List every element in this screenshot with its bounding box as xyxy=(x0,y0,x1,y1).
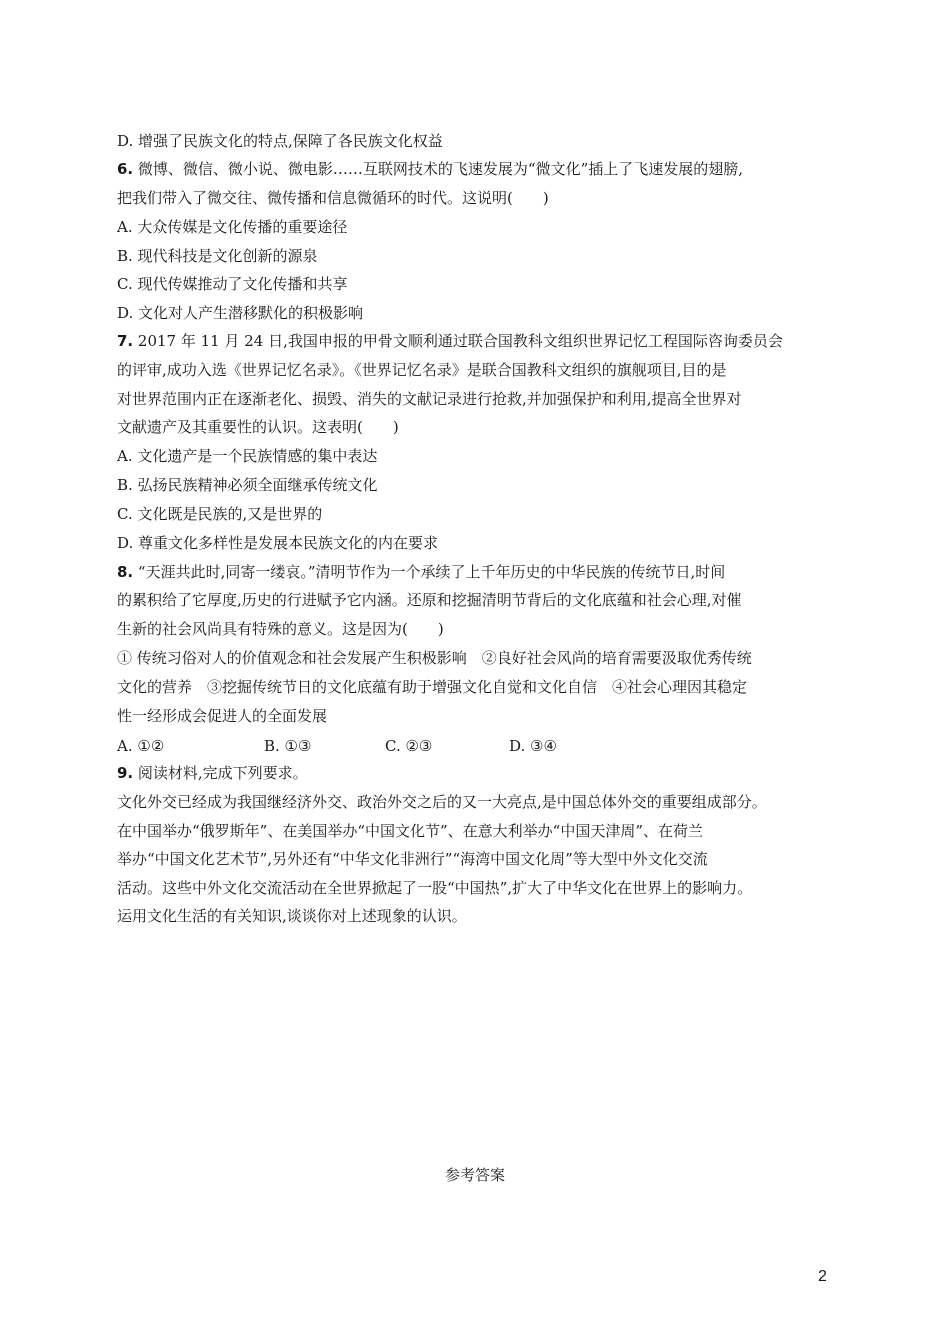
q9-stem-line-1 xyxy=(117,763,847,783)
q9-material-line-2: 在中国举办“俄罗斯年”、在美国举办“中国文化节”、在意大利举办“中国天津周”、在荷兰 xyxy=(117,822,704,840)
q6-option-c: C. 现代传媒推动了文化传播和共享 xyxy=(117,275,348,293)
q7-option-a: A. 文化遗产是一个民族情感的集中表达 xyxy=(117,447,378,465)
q6-option-a: A. 大众传媒是文化传播的重要途径 xyxy=(117,218,348,236)
q6-stem-line-1 xyxy=(117,159,847,179)
q6-number: 6. xyxy=(117,160,134,178)
q8-options-row xyxy=(117,736,717,756)
q7-stem-line-1 xyxy=(117,331,847,351)
q9-material-line-1: 文化外交已经成为我国继经济外交、政治外交之后的又一大亮点,是中国总体外交的重要组成部分。 xyxy=(117,793,767,811)
q7-stem-text-1: 2017 年 11 月 24 日,我国申报的甲骨文顺利通过联合国教科文组织世界记忆工程国际咨询委员会 xyxy=(133,332,783,350)
page-number: 2 xyxy=(818,1268,827,1285)
q9-material-line-4: 活动。这些中外文化交流活动在全世界掀起了一股“中国热”,扩大了中华文化在世界上的影响力。 xyxy=(117,879,753,897)
q5-option-d: D. 增强了民族文化的特点,保障了各民族文化权益 xyxy=(117,132,443,150)
q6-stem-text-1: 微博、微信、微小说、微电影……互联网技术的飞速发展为“微文化”插上了飞速发展的翅膀, xyxy=(133,160,744,178)
q8-option-d: D. ③④ xyxy=(509,737,557,755)
q6-stem-line-2: 把我们带入了微交往、微传播和信息微循环的时代。这说明( ) xyxy=(117,189,549,207)
q8-option-b: B. ①③ xyxy=(264,737,312,755)
q8-statement-line-3: 性一经形成会促进人的全面发展 xyxy=(117,707,328,725)
q7-option-d: D. 尊重文化多样性是发展本民族文化的内在要求 xyxy=(117,534,439,552)
q9-material-line-3: 举办“中国文化艺术节”,另外还有“中华文化非洲行”“海湾中国文化周”等大型中外文化交流 xyxy=(117,850,708,868)
q8-statement-line-1: ① 传统习俗对人的价值观念和社会发展产生积极影响 ②良好社会风尚的培育需要汲取优秀传统 xyxy=(117,649,752,667)
q8-stem-line-3: 生新的社会风尚具有特殊的意义。这是因为( ) xyxy=(117,620,444,638)
q7-stem-line-3: 对世界范围内正在逐渐老化、损毁、消失的文献记录进行抢救,并加强保护和利用,提高全世界对 xyxy=(117,390,742,408)
answers-title: 参考答案 xyxy=(444,1166,505,1184)
q9-question-line: 运用文化生活的有关知识,谈谈你对上述现象的认识。 xyxy=(117,907,467,925)
q6-option-d: D. 文化对人产生潜移默化的积极影响 xyxy=(117,304,364,322)
q7-option-b: B. 弘扬民族精神必须全面继承传统文化 xyxy=(117,476,378,494)
q7-number: 7. xyxy=(117,332,134,350)
q8-stem-line-2: 的累积给了它厚度,历史的行进赋予它内涵。还原和挖掘清明节背后的文化底蕴和社会心理,对催 xyxy=(117,591,742,609)
q8-option-a: A. ①② xyxy=(117,737,165,755)
q7-stem-line-2: 的评审,成功入选《世界记忆名录》。《世界记忆名录》是联合国教科文组织的旗舰项目,目的是 xyxy=(117,361,727,379)
q6-option-b: B. 现代科技是文化创新的源泉 xyxy=(117,247,318,265)
q7-stem-line-4: 文献遗产及其重要性的认识。这表明( ) xyxy=(117,418,399,436)
q9-number: 9. xyxy=(117,764,134,782)
q8-statement-line-2: 文化的营养 ③挖掘传统节日的文化底蕴有助于增强文化自觉和文化自信 ④社会心理因其稳定 xyxy=(117,678,748,696)
q8-stem-text-1: “天涯共此时,同寄一缕哀。”清明节作为一个承续了上千年历史的中华民族的传统节日,时间 xyxy=(133,563,726,581)
q8-option-c: C. ②③ xyxy=(385,737,433,755)
q9-stem-text-1: 阅读材料,完成下列要求。 xyxy=(133,764,308,782)
q8-stem-line-1 xyxy=(117,562,847,582)
q8-number: 8. xyxy=(117,563,134,581)
q7-option-c: C. 文化既是民族的,又是世界的 xyxy=(117,505,323,523)
